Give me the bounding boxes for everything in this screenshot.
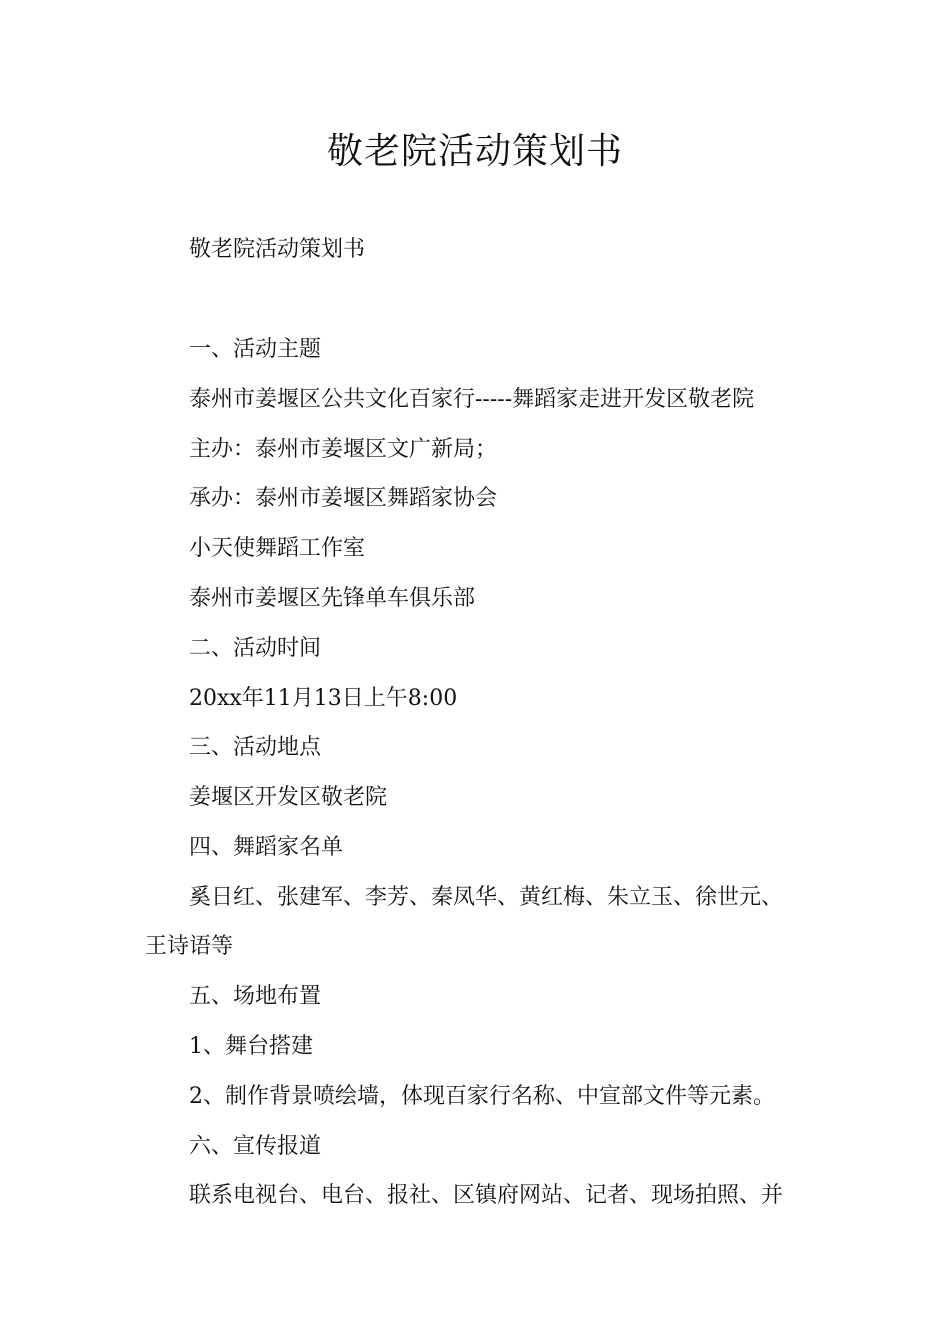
- section-heading-publicity: 六、宣传报道: [189, 1134, 322, 1159]
- paragraph-line: 泰州市姜堰区公共文化百家行-----舞蹈家走进开发区敬老院: [189, 387, 755, 412]
- paragraph-line: 2、制作背景喷绘墙，体现百家行名称、中宣部文件等元素。: [189, 1084, 775, 1109]
- paragraph-line: 联系电视台、电台、报社、区镇府网站、记者、现场拍照、并: [189, 1183, 784, 1208]
- section-heading-venue: 五、场地布置: [189, 984, 322, 1009]
- paragraph-line: 小天使舞蹈工作室: [189, 536, 366, 561]
- paragraph-line: 奚日红、张建军、李芳、秦凤华、黄红梅、朱立玉、徐世元、: [189, 885, 784, 910]
- paragraph-line: 姜堰区开发区敬老院: [189, 785, 388, 810]
- paragraph-line: 承办：泰州市姜堰区舞蹈家协会: [189, 486, 498, 511]
- section-heading-time: 二、活动时间: [189, 636, 322, 661]
- section-heading-theme: 一、活动主题: [189, 337, 322, 362]
- section-heading-dancers: 四、舞蹈家名单: [189, 835, 344, 860]
- section-heading-location: 三、活动地点: [189, 735, 322, 760]
- paragraph-line: 20xx年11月13日上午8:00: [189, 686, 458, 711]
- paragraph-line: 1、舞台搭建: [189, 1034, 313, 1059]
- paragraph-line: 泰州市姜堰区先锋单车俱乐部: [189, 586, 476, 611]
- document-title: 敬老院活动策划书: [326, 131, 623, 172]
- paragraph-line-continued: 王诗语等: [145, 934, 234, 959]
- paragraph-line: 主办：泰州市姜堰区文广新局；: [189, 437, 498, 462]
- subtitle-line: 敬老院活动策划书: [189, 237, 366, 262]
